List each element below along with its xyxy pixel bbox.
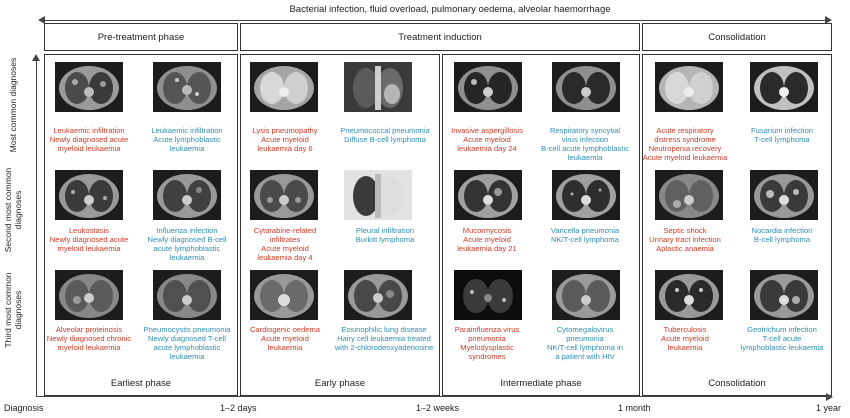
caption-line-2: Newly diagnosed T-cell (148, 334, 226, 343)
caption-line-3: Aplastic anaemia (656, 244, 714, 253)
caption-line-3: leukaemia (267, 343, 303, 352)
caption-line-1: Leukaemic infiltration (53, 126, 125, 135)
panel-earliest-label: Earliest phase (110, 378, 172, 389)
case-caption (730, 226, 834, 244)
caption-line-2: T-cell lymphoma (754, 135, 810, 144)
caption-line-3: Neutropenia recovery (648, 144, 722, 153)
caption-line-1: Leukaemic infiltration (151, 126, 223, 135)
case-caption (530, 126, 640, 162)
caption-line-2: distress syndrome (654, 135, 716, 144)
case-caption (34, 226, 144, 253)
caption-line-3: Acute myeloid (261, 244, 309, 253)
caption-line-1: Alveolar proteinosis (55, 325, 123, 334)
phase-treatment-induction (240, 23, 640, 51)
case-caption (630, 226, 740, 253)
caption-line-1: Lysis pneumopathy (252, 126, 318, 135)
caption-line-3: acute lymphoblastic (153, 343, 221, 352)
caption-line-1: Respiratory syncytial (549, 126, 621, 135)
caption-line-4: leukaemia day 4 (257, 253, 313, 262)
ct-scan-image (750, 270, 818, 320)
case-caption (132, 226, 242, 262)
x-axis-arrow (36, 396, 830, 397)
case-caption (630, 126, 740, 162)
case-caption (230, 126, 340, 153)
ct-scan-image (655, 62, 723, 112)
case-caption (432, 226, 542, 253)
caption-line-1: Varicella pneumonia (550, 226, 620, 235)
caption-line-2: Burkitt lymphoma (355, 235, 415, 244)
case-caption (330, 126, 440, 144)
caption-line-2: Urinary tract infection (649, 235, 721, 244)
case-caption (530, 325, 640, 361)
case-caption (34, 325, 144, 352)
case-caption (34, 126, 144, 153)
caption-line-3: lymphoblastic leukaemia (740, 343, 824, 352)
caption-line-3: myeloid leukaemia (57, 244, 121, 253)
caption-line-1: Invasive aspergillosis (451, 126, 523, 135)
caption-line-1: Parainfluenza virus (454, 325, 520, 334)
row-label-most: Most common diagnoses (8, 57, 18, 153)
caption-line-2: Newly diagnosed acute (49, 235, 129, 244)
xray-image (344, 62, 412, 112)
phase-consolidation (642, 23, 832, 51)
caption-line-4: leukaemia (567, 153, 603, 162)
caption-line-3: leukaemia day 24 (457, 144, 517, 153)
caption-line-1: Leukostasis (68, 226, 110, 235)
caption-line-2: Acute myeloid (463, 135, 511, 144)
caption-line-1: Septic shock (663, 226, 707, 235)
caption-line-2: Acute lymphoblastic (153, 135, 221, 144)
caption-line-3: acute lymphoblastic (153, 244, 221, 253)
ct-scan-image (344, 270, 412, 320)
ct-scan-image (153, 170, 221, 220)
caption-line-1: Geotrichum infection (747, 325, 817, 334)
caption-line-3: B-cell acute lymphoblastic (541, 144, 629, 153)
ct-scan-image (750, 62, 818, 112)
ct-scan-image (250, 62, 318, 112)
caption-line-2: Newly diagnosed B-cell (147, 235, 227, 244)
caption-line-1: Cardiogenic oedema (249, 325, 321, 334)
caption-line-2: Newly diagnosed acute (49, 135, 129, 144)
ct-scan-image (552, 170, 620, 220)
case-caption (432, 325, 542, 361)
caption-line-3: leukaemia (169, 144, 205, 153)
case-caption (730, 126, 834, 144)
caption-line-3: leukaemia (667, 343, 703, 352)
caption-line-1: Nocardia infection (751, 226, 813, 235)
caption-line-2: Acute myeloid (261, 334, 309, 343)
row-label-third: Third most common diagnoses (3, 272, 23, 348)
banner-double-arrow (40, 20, 830, 21)
ct-scan-image (55, 270, 123, 320)
caption-line-1: Cytomegalovirus (556, 325, 614, 334)
ct-scan-image (153, 62, 221, 112)
tick-1-2-weeks: 1–2 weeks (416, 403, 460, 413)
panel-early-label: Early phase (314, 378, 366, 389)
caption-line-1: Pleural infiltration (355, 226, 415, 235)
ct-scan-image (153, 270, 221, 320)
caption-line-3: myeloid leukaemia (57, 343, 121, 352)
caption-line-3: with 2-chlorodeoxyadenosine (334, 343, 434, 352)
phase-pre-treatment (44, 23, 238, 51)
case-caption (530, 226, 640, 244)
panel-intermediate-label: Intermediate phase (500, 378, 582, 389)
case-caption (330, 226, 440, 244)
ct-scan-image (250, 170, 318, 220)
ct-scan-image (250, 270, 318, 320)
caption-line-4: Acute myeloid leukaemia (642, 153, 728, 162)
ct-scan-image (552, 62, 620, 112)
caption-line-2: pneumonia (468, 334, 506, 343)
caption-line-2: infiltrates (269, 235, 301, 244)
caption-line-1: Acute respiratory (656, 126, 714, 135)
ct-scan-image (454, 270, 522, 320)
case-caption (132, 325, 242, 361)
arrow-right-icon (826, 393, 833, 401)
tick-1-2-days: 1–2 days (220, 403, 257, 413)
ct-scan-image (655, 270, 723, 320)
caption-line-4: syndromes (468, 352, 506, 361)
ct-scan-image (552, 270, 620, 320)
caption-line-2: virus infection (561, 135, 609, 144)
caption-line-2: Newly diagnosed chronic (46, 334, 132, 343)
case-caption (432, 126, 542, 153)
caption-line-1: Fusarium infection (750, 126, 814, 135)
caption-line-3: Myelodysplastic (460, 343, 514, 352)
case-caption (230, 226, 340, 262)
caption-line-2: T-cell acute (762, 334, 802, 343)
caption-line-2: Diffuse B-cell lymphoma (344, 135, 426, 144)
ct-scan-image (454, 170, 522, 220)
caption-line-2: Hairy cell leukaemia treated (337, 334, 431, 343)
caption-line-1: Influenza infection (156, 226, 218, 235)
caption-line-4: leukaemia (169, 352, 205, 361)
banner-title: Bacterial infection, fluid overload, pulmonary oedema, alveolar haemorrhage (289, 4, 611, 15)
case-caption (322, 325, 446, 352)
panel-consolidation-label: Consolidation (708, 378, 766, 389)
case-caption (728, 325, 836, 352)
caption-line-3: myeloid leukaemia (57, 144, 121, 153)
phase-treatment-induction-label: Treatment induction (398, 31, 482, 43)
ct-scan-image (55, 62, 123, 112)
caption-line-4: leukaemia (169, 253, 205, 262)
caption-line-2: pneumonia (566, 334, 604, 343)
caption-line-3: leukaemia day 6 (257, 144, 313, 153)
caption-line-3: leukaemia day 21 (457, 244, 517, 253)
case-caption (132, 126, 242, 153)
caption-line-1: Mucormycosis (462, 226, 512, 235)
ct-scan-image (454, 62, 522, 112)
caption-line-1: Pneumocystis pneumonia (143, 325, 231, 334)
ct-scan-image (655, 170, 723, 220)
arrow-up-icon (32, 54, 40, 61)
caption-line-2: Acute myeloid (661, 334, 709, 343)
caption-line-1: Eosinophilic lung disease (341, 325, 427, 334)
caption-line-2: NK/T-cell lymphoma (551, 235, 619, 244)
caption-line-2: Acute myeloid (261, 135, 309, 144)
caption-line-1: Tuberculosis (663, 325, 707, 334)
caption-line-1: Pneumococcal pneumonia (340, 126, 430, 135)
ct-scan-image (55, 170, 123, 220)
phase-consolidation-label: Consolidation (708, 31, 766, 43)
xray-image (344, 170, 412, 220)
caption-line-4: a patient with HIV (555, 352, 615, 361)
phase-pre-treatment-label: Pre-treatment phase (97, 31, 185, 43)
row-label-second: Second most common diagnoses (3, 167, 23, 253)
tick-1-year: 1 year (816, 403, 842, 413)
caption-line-2: Acute myeloid (463, 235, 511, 244)
caption-line-1: Cytarabine-related (253, 226, 317, 235)
caption-line-3: NK/T-cell lymphoma in (547, 343, 623, 352)
case-caption (630, 325, 740, 352)
ct-scan-image (750, 170, 818, 220)
tick-diagnosis: Diagnosis (4, 403, 44, 413)
tick-1-month: 1 month (618, 403, 651, 413)
caption-line-2: B-cell lymphoma (753, 235, 811, 244)
